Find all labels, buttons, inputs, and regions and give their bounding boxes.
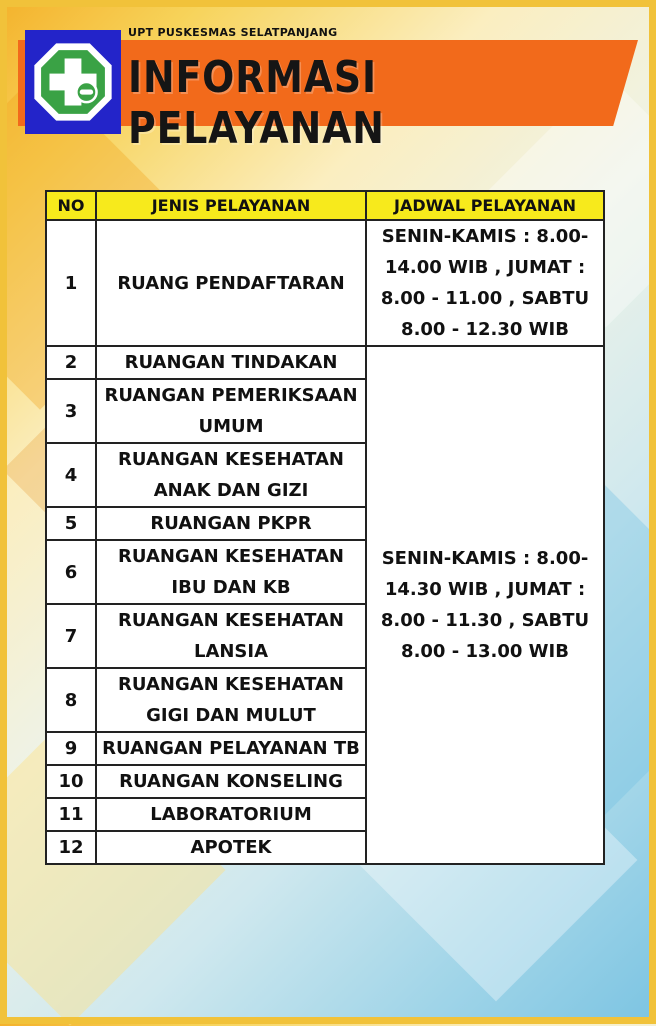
table-row xyxy=(46,220,604,346)
service-name: RUANG PENDAFTARAN xyxy=(96,220,366,346)
service-name: RUANGAN KESEHATAN LANSIA xyxy=(96,604,366,668)
service-name: RUANGAN KESEHATAN ANAK DAN GIZI xyxy=(96,443,366,507)
row-number: 9 xyxy=(46,732,96,765)
service-name: RUANGAN TINDAKAN xyxy=(96,346,366,379)
organization-name: UPT PUSKESMAS SELATPANJANG xyxy=(128,26,338,39)
row-number: 11 xyxy=(46,798,96,831)
row-number: 10 xyxy=(46,765,96,798)
service-name: RUANGAN KESEHATAN IBU DAN KB xyxy=(96,540,366,604)
logo-container xyxy=(25,30,121,134)
row-number: 5 xyxy=(46,507,96,540)
service-name: RUANGAN PEMERIKSAAN UMUM xyxy=(96,379,366,443)
puskesmas-logo-icon xyxy=(31,40,115,124)
service-name: RUANGAN PELAYANAN TB xyxy=(96,732,366,765)
service-name: APOTEK xyxy=(96,831,366,864)
row-number: 1 xyxy=(46,220,96,346)
row-number: 6 xyxy=(46,540,96,604)
column-header-schedule: JADWAL PELAYANAN xyxy=(366,191,604,220)
page-title: INFORMASI PELAYANAN xyxy=(128,52,385,154)
row-number: 8 xyxy=(46,668,96,732)
row-number: 7 xyxy=(46,604,96,668)
column-header-service: JENIS PELAYANAN xyxy=(96,191,366,220)
service-name: RUANGAN KONSELING xyxy=(96,765,366,798)
table-row xyxy=(46,346,604,379)
row-number: 2 xyxy=(46,346,96,379)
service-name: RUANGAN PKPR xyxy=(96,507,366,540)
schedule-services: SENIN-KAMIS : 8.00-14.30 WIB , JUMAT : 8.00 - 11.30 , SABTU 8.00 - 13.00 WIB xyxy=(366,346,604,864)
row-number: 4 xyxy=(46,443,96,507)
table-header-row xyxy=(46,191,604,220)
service-name: RUANGAN KESEHATAN GIGI DAN MULUT xyxy=(96,668,366,732)
row-number: 12 xyxy=(46,831,96,864)
service-name: LABORATORIUM xyxy=(96,798,366,831)
column-header-no: NO xyxy=(46,191,96,220)
service-schedule-table xyxy=(45,190,605,865)
row-number: 3 xyxy=(46,379,96,443)
schedule-registration: SENIN-KAMIS : 8.00-14.00 WIB , JUMAT : 8.00 - 11.00 , SABTU 8.00 - 12.30 WIB xyxy=(366,220,604,346)
